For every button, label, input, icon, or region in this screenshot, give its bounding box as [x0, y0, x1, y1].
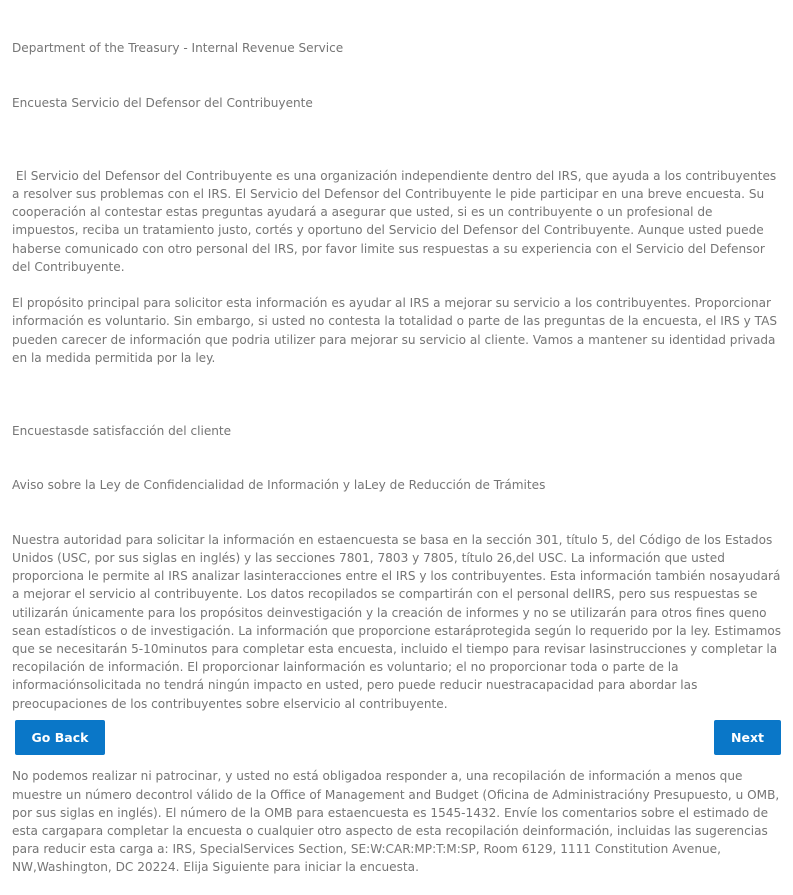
privacy-notice-subtitle: Aviso sobre la Ley de Confidencialidad de Información y laLey de Reducción de Trámites [12, 478, 546, 493]
privacy-notice-title: Encuestasde satisfacción del cliente [12, 423, 232, 438]
privacy-notice-body: Nuestra autoridad para solicitar la información en estaencuesta se basa en la sección 301, título 5, del Código de los Estados Unidos (USC, por sus siglas en inglés) y las secciones 7801, 7803 y 7805, título 26,del USC. La información que usted proporciona le permite al IRS analizar lasinteracciones entre el IRS y los contribuyentes. Esta información también nosayudará a mejorar el servicio al contribuyente. Los datos recopilados se compartirán con el personal delIRS, pero sus respuestas se utilizarán únicamente para los propósitos deinvestigación y la creación de informes y no se utilizarán para otros fines queno sean estadísticos o de investigación. La información que proporcione estaráprotegida según lo requerido por la ley. Estimamos que se necesitarán 5-10minutos para completar esta encuesta, incluido el tiempo para revisar lasinstrucciones y completar la recopilación de información. El proporcionar lainformación es voluntario; el no proporcionar toda o parte de la informaciónsolicitada no tendrá ningún impacto en usted, pero puede reducir nuestracapacidad para abordar las preocupaciones de los contribuyentes sobre elservicio al contribuyente. [12, 532, 785, 711]
purpose-paragraph: El propósito principal para solicitor esta información es ayudar al IRS a mejorar su servicio a los contribuyentes. Proporcionar información es voluntario. Sin embargo, si usted no contesta la totalidad o parte de las preguntas de la encuesta, el IRS y TAS pueden carecer de información que podria utilizer para mejorar su servicio al cliente. Vamos a mantener su identidad privada en la medida permitida por la ley. [12, 296, 781, 365]
next-button[interactable]: Next [714, 720, 781, 755]
page-header [12, 3, 782, 149]
agency-title: Department of the Treasury - Internal Revenue Service [12, 41, 344, 56]
omb-paragraph: No podemos realizar ni patrocinar, y usted no está obligadoa responder a, una recopilación de información a menos que muestre un número decontrol válido de la Office of Management and Budget (Oficina de Administracióny Presupuesto, u OMB, por sus siglas en inglés). El número de la OMB para estaencuesta es 1545-1432. Envíe los comentarios sobre el estimado de esta cargapara completar la encuesta o cualquier otro aspecto de esta recopilación deinformación, incluidas las sugerencias para reducir esta carga a: IRS, SpecialServices Section, SE:W:CAR:MP:T:M:SP, Room 6129, 1111 Constitution Avenue, NW,Washington, DC 20224. Elija Siguiente para iniciar la encuesta. [12, 769, 784, 875]
survey-intro-content [12, 3, 785, 895]
privacy-notice-section [12, 385, 785, 749]
survey-title: Encuesta Servicio del Defensor del Contribuyente [12, 96, 313, 111]
intro-paragraph: El Servicio del Defensor del Contribuyente es una organización independiente dentro del IRS, que ayuda a los contribuyentes a resolver sus problemas con el IRS. El Servicio del Defensor del Contribuyente le pide participar en una breve encuesta. Su cooperación al contestar estas preguntas ayudará a asegurar que usted, si es un contribuyente o un profesional de impuestos, reciba un tratamiento justo, cortés y oportuno del Servicio del Defensor del Contribuyente. Aunque usted puede haberse comunicado con otro personal del IRS, por favor limite sus respuestas a su experiencia con el Servicio del Defensor del Contribuyente. [12, 168, 781, 274]
go-back-button[interactable]: Go Back [15, 720, 105, 755]
